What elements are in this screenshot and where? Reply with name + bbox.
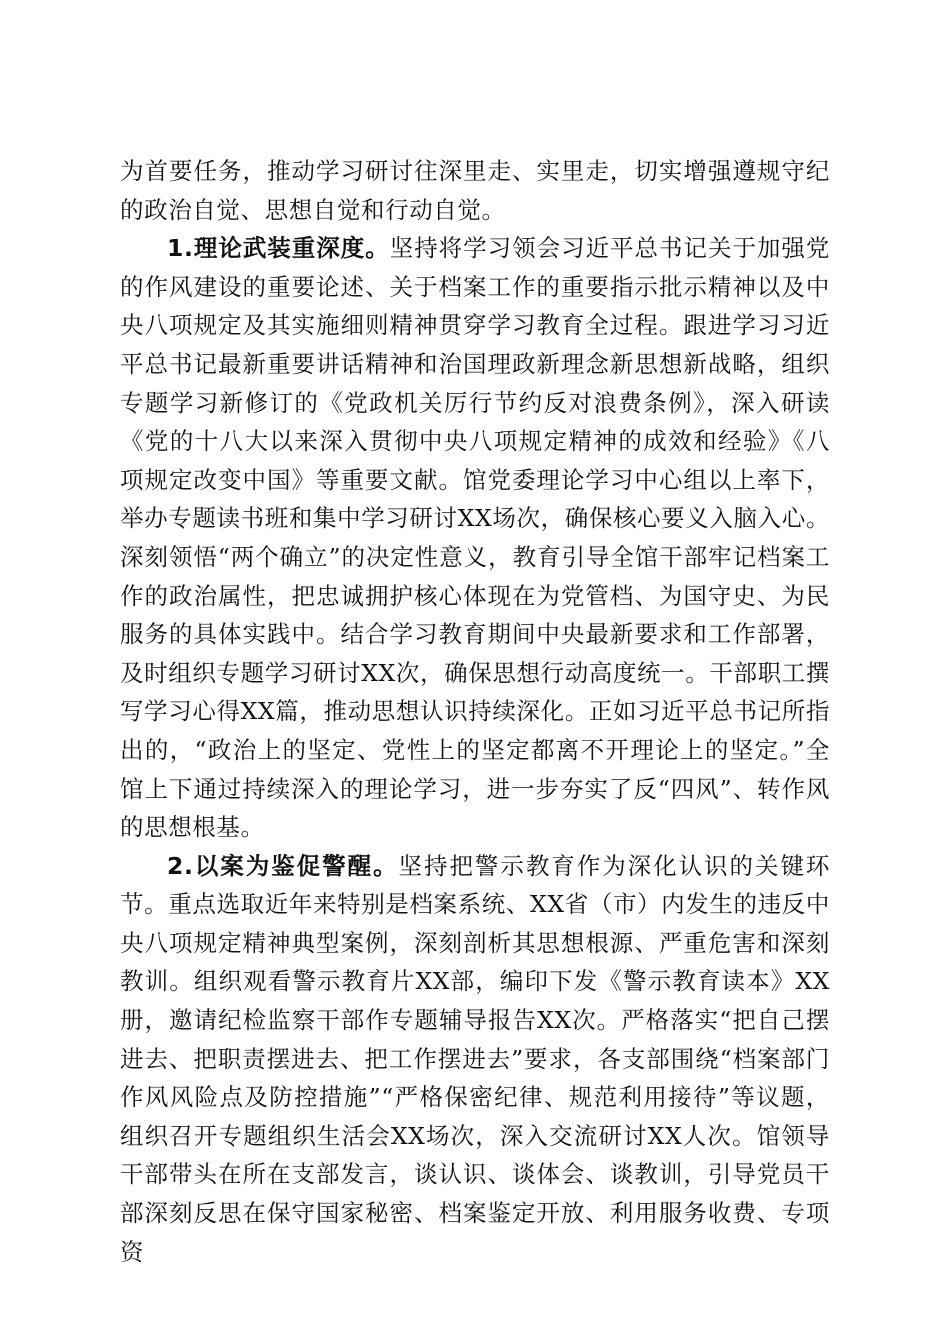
- paragraph-theory-study: [120, 229, 830, 847]
- document-page: [120, 152, 830, 1271]
- paragraph-body: 坚持把警示教育作为深化认识的关键环节。重点选取近年来特别是档案系统、XX省（市）内发生的违反中央八项规定精神典型案例，深刻剖析其思想根源、严重危害和深刻教训。组织观看警示教育片XX部，编印下发《警示教育读本》XX册，邀请纪检监察干部作专题辅导报告XX次。严格落实“把自己摆进去、把职责摆进去、把工作摆进去”要求，各支部围绕“档案部门作风风险点及防控措施”“严格保密纪律、规范利用接待”等议题，组织召开专题组织生活会XX场次，深入交流研讨XX人次。馆领导干部带头在所在支部发言，谈认识、谈体会、谈教训，引导党员干部深刻反思在保守国家秘密、档案鉴定开放、利用服务收费、专项资: [120, 851, 831, 1266]
- section-heading: 2.以案为鉴促警醒。: [167, 851, 399, 880]
- paragraph-body: 为首要任务，推动学习研讨往深里走、实里走，切实增强遵规守纪的政治自觉、思想自觉和行动自觉。: [120, 157, 830, 224]
- paragraph-warning-education: [120, 847, 830, 1272]
- section-heading: 1.理论武装重深度。: [167, 234, 390, 263]
- paragraph-body: 坚持将学习领会习近平总书记关于加强党的作风建设的重要论述、关于档案工作的重要指示批示精神以及中央八项规定及其实施细则精神贯穿学习教育全过程。跟进学习习近平总书记最新重要讲话精神和治国理政新理念新思想新战略，组织专题学习新修订的《党政机关厉行节约反对浪费条例》，深入研读《党的十八大以来深入贯彻中央八项规定精神的成效和经验》《八项规定改变中国》等重要文献。馆党委理论学习中心组以上率下，举办专题读书班和集中学习研讨XX场次，确保核心要义入脑入心。深刻领悟“两个确立”的决定性意义，教育引导全馆干部牢记档案工作的政治属性，把忠诚拥护核心体现在为党管档、为国守史、为民服务的具体实践中。结合学习教育期间中央最新要求和工作部署，及时组织专题学习研讨XX次，确保思想行动高度统一。干部职工撰写学习心得XX篇，推动思想认识持续深化。正如习近平总书记所指出的，“政治上的坚定、党性上的坚定都离不开理论上的坚定。”全馆上下通过持续深入的理论学习，进一步夯实了反“四风”、转作风的思想根基。: [120, 234, 830, 842]
- paragraph-continuation: [120, 152, 830, 229]
